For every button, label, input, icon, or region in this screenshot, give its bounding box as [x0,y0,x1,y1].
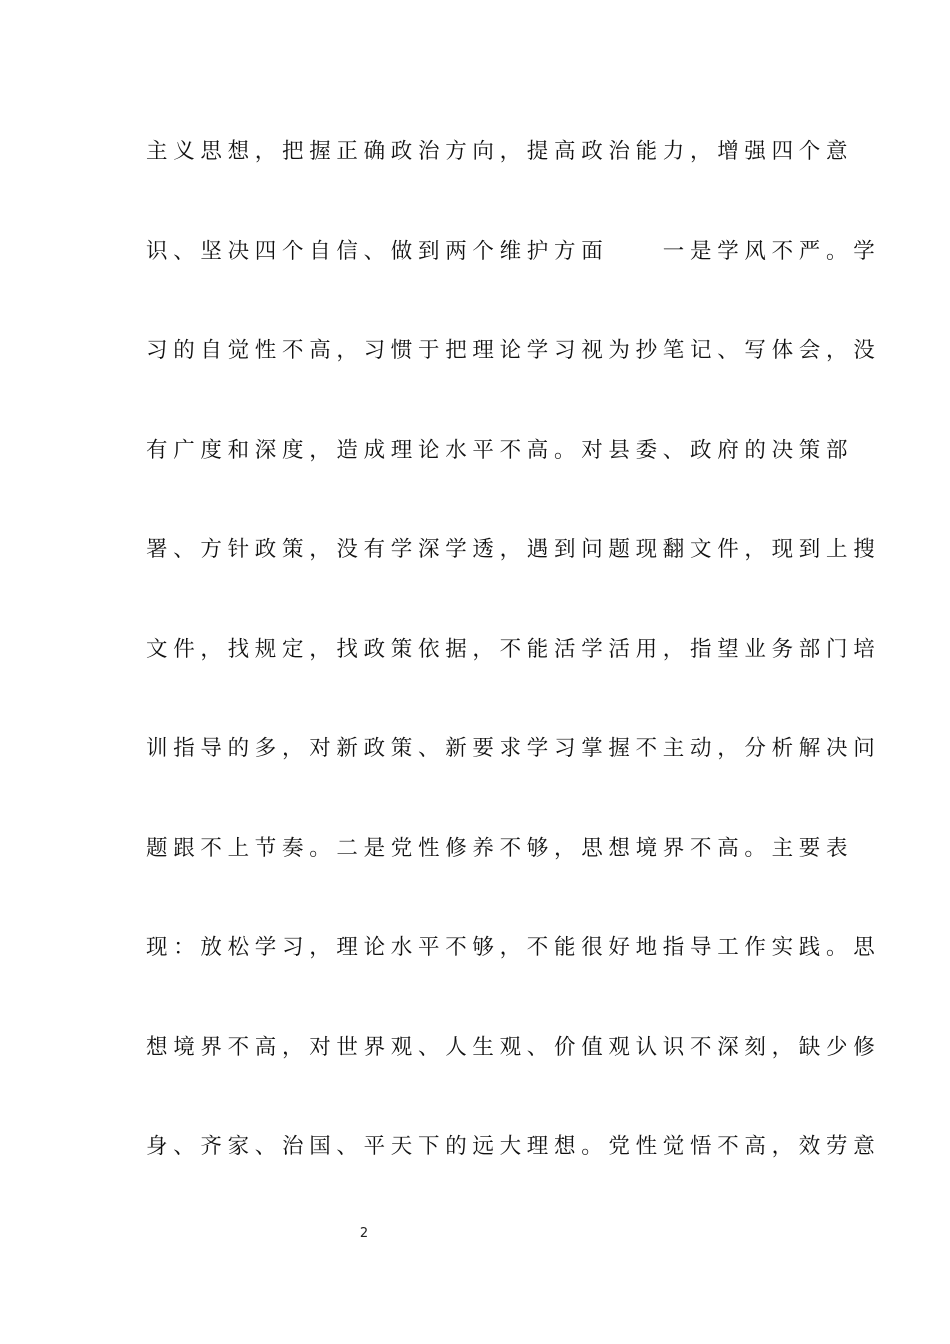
text-line-3: 习的自觉性不高，习惯于把理论学习视为抄笔记、写体会，没 [146,338,881,363]
text-line-7: 训指导的多，对新政策、新要求学习掌握不主动，分析解决问 [146,736,881,761]
text-line-4: 有广度和深度，造成理论水平不高。对县委、政府的决策部 [146,437,854,463]
body-text [146,128,881,1223]
text-line-2: 识、坚决四个自信、做到两个维护方面 一是学风不严。学 [146,238,881,264]
text-line-5: 署、方针政策，没有学深学透，遇到问题现翻文件，现到上搜 [146,537,881,562]
text-line-8: 题跟不上节奏。二是党性修养不够，思想境界不高。主要表 [146,835,854,861]
text-line-6: 文件，找规定，找政策依据，不能活学活用，指望业务部门培 [146,636,881,662]
text-line-9: 现：放松学习，理论水平不够，不能很好地指导工作实践。思 [146,935,881,960]
text-line-10: 想境界不高，对世界观、人生观、价值观认识不深刻，缺少修 [146,1034,881,1060]
page-number: 2 [359,1226,369,1241]
text-line-11: 身、齐家、治国、平天下的远大理想。党性觉悟不高，效劳意 [146,1134,881,1159]
text-line-1: 主义思想，把握正确政治方向，提高政治能力，增强四个意 [146,139,854,164]
